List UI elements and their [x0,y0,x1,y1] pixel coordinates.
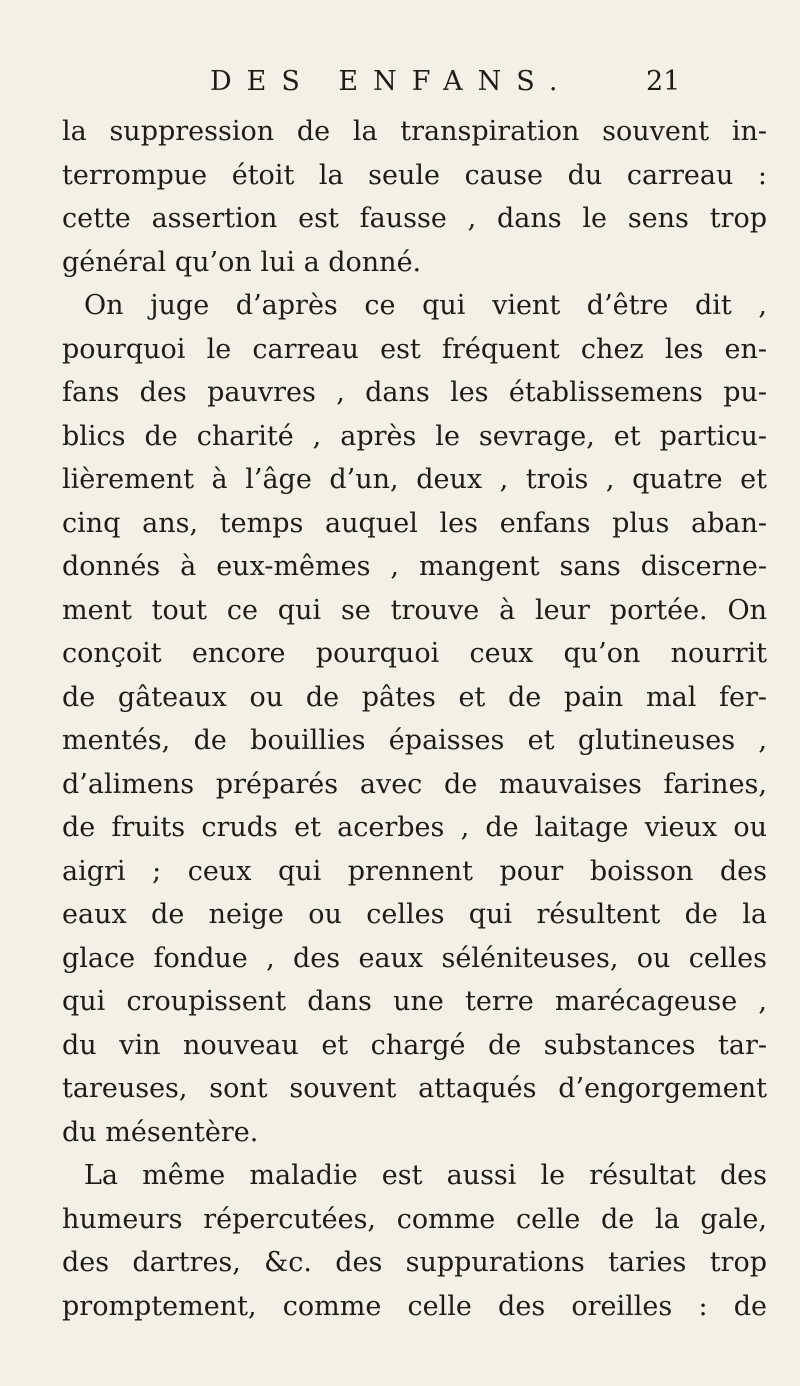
text-line: conçoit encore pourquoi ceux qu’on nourrit [62,638,767,669]
text-line: de fruits cruds et acerbes , de laitage vieux ou [62,812,767,843]
text-line: fans des pauvres , dans les établissemens pu- [62,377,767,408]
text-line: terrompue étoit la seule cause du carreau : [62,159,767,191]
text-line: du mésentère. [62,1116,259,1148]
text-line: donnés à eux-mêmes , mangent sans discerne- [62,551,767,582]
text-line: ment tout ce qui se trouve à leur portée. On [62,594,767,626]
text-line: pourquoi le carreau est fréquent chez les en- [62,333,767,365]
page-number: 21 [646,66,681,97]
text-line: cinq ans, temps auquel les enfans plus aban- [62,507,767,539]
text-line: des dartres, &c. des suppurations taries trop [62,1247,767,1278]
text-line: promptement, comme celle des oreilles : de [62,1290,767,1322]
text-line: aigri ; ceux qui prennent pour boisson des [62,855,767,887]
text-line: mentés, de bouillies épaisses et glutineuses , [62,725,767,756]
text-line: la suppression de la transpiration souvent in- [62,116,767,147]
text-line: qui croupissent dans une terre marécageuse , [62,986,767,1017]
text-line: humeurs répercutées, comme celle de la gale, [62,1203,767,1235]
text-line: général qu’on lui a donné. [62,246,422,278]
text-line: La même maladie est aussi le résultat des [84,1160,767,1191]
text-line: blics de charité , après le sevrage, et particu- [62,420,767,452]
text-line: glace fondue , des eaux séléniteuses, ou celles [62,942,767,974]
text-line: tareuses, sont souvent attaqués d’engorgement [62,1073,767,1104]
text-line: On juge d’après ce qui vient d’être dit , [84,290,767,321]
text-line: eaux de neige ou celles qui résultent de la [62,899,767,930]
body-text [62,110,767,1328]
text-line: d’alimens préparés avec de mauvaises farines, [62,768,767,800]
running-head: DES ENFANS. [210,66,573,97]
page-header [0,62,800,102]
text-line: cette assertion est fausse , dans le sens trop [62,203,767,234]
text-line: du vin nouveau et chargé de substances tar- [62,1029,767,1061]
text-line: lièrement à l’âge d’un, deux , trois , quatre et [62,464,767,495]
text-line: de gâteaux ou de pâtes et de pain mal fer- [62,681,767,713]
